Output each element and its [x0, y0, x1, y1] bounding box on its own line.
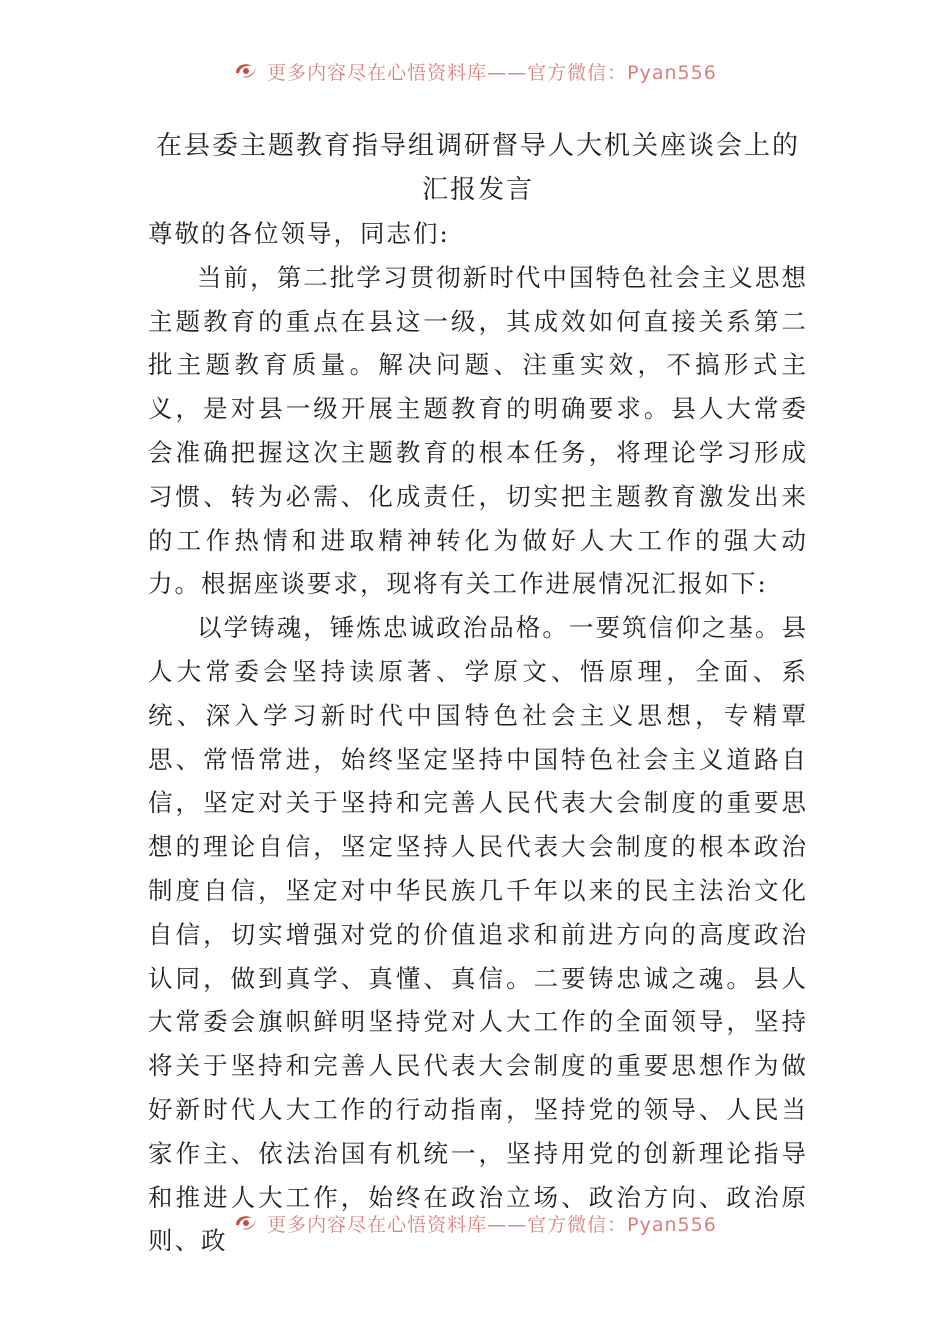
paragraph-1: 当前，第二批学习贯彻新时代中国特色社会主义思想主题教育的重点在县这一级，其成效如何直接关系第二批主题教育质量。解决问题、注重实效，不搞形式主义，是对县一级开展主题教育的明确要求。县人大常委会准确把握这次主题教育的根本任务，将理论学习形成习惯、转为必需、化成责任，切实把主题教育激发出来的工作热情和进取精神转化为做好人大工作的强大动力。根据座谈要求，现将有关工作进展情况汇报如下:	[148, 262, 808, 599]
paragraph-2: 以学铸魂，锤炼忠诚政治品格。一要筑信仰之基。县人大常委会坚持读原著、学原文、悟原理，全面、系统、深入学习新时代中国特色社会主义思想，专精覃思、常悟常进，始终坚定坚持中国特色社会主义道路自信，坚定对关于坚持和完善人民代表大会制度的重要思想的理论自信，坚定坚持人民代表大会制度的根本政治制度自信，坚定对中华民族几千年以来的民主法治文化自信，切实增强对党的价值追求和前进方向的高度政治认同，做到真学、真懂、真信。二要铸忠诚之魂。县人大常委会旗帜鲜明坚持党对人大工作的全面领导，坚持将关于坚持和完善人民代表大会制度的重要思想作为做好新时代人大工作的行动指南，坚持党的领导、人民当家作主、依法治国有机统一，坚持用党的创新理论指导和推进人大工作，始终在政治立场、政治方向、政治原则、政	[148, 613, 808, 1256]
document-title: 在县委主题教育指导组调研督导人大机关座谈会上的汇报发言	[155, 131, 800, 205]
header-watermark	[0, 56, 950, 86]
watermark-text: 更多内容尽在心悟资料库——官方微信：Pyan556	[267, 61, 717, 84]
logo-icon	[233, 59, 259, 83]
salutation: 尊敬的各位领导，同志们:	[148, 219, 450, 248]
document-body	[148, 212, 808, 1263]
watermark-text: 更多内容尽在心悟资料库——官方微信：Pyan556	[267, 1213, 717, 1236]
footer-watermark	[0, 1208, 950, 1238]
logo-icon	[233, 1211, 259, 1235]
